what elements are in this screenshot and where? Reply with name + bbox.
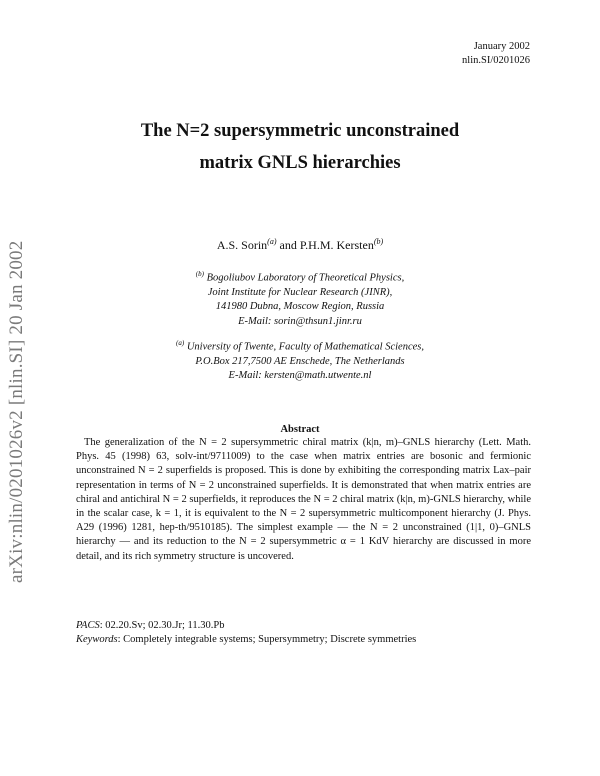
keywords-label: Keywords <box>76 634 118 645</box>
preprint-date: January 2002 <box>473 41 530 52</box>
affiliation-email: E-Mail: sorin@thsun1.jinr.ru <box>238 315 362 327</box>
affiliation-twente <box>0 336 600 384</box>
affiliation-mark: (a) <box>176 339 185 347</box>
affiliation-line: 141980 Dubna, Moscow Region, Russia <box>215 301 385 313</box>
author-list <box>0 237 600 253</box>
affiliation-jinr <box>0 267 600 329</box>
affiliation-line: P.O.Box 217,7500 AE Enschede, The Netherlands <box>195 355 405 367</box>
keywords <box>76 634 416 645</box>
author-sorin-mark: (a) <box>267 237 277 246</box>
affiliation-email: E-Mail: kersten@math.utwente.nl <box>228 370 372 382</box>
keywords-value: : Completely integrable systems; Supersymmetry; Discrete symmetries <box>117 634 417 645</box>
pacs-codes <box>76 620 224 631</box>
affiliation-mark: (b) <box>195 270 204 278</box>
author-kersten-mark: (b) <box>373 237 384 246</box>
preprint-number: nlin.SI/0201026 <box>462 55 530 66</box>
author-conjunction: and <box>276 238 300 252</box>
affiliation-line: $^{(b)}$ Bogoliubov Laboratory of Theoretical Physics, <box>195 270 405 284</box>
pacs-label: PACS <box>76 620 100 631</box>
abstract-heading: Abstract <box>280 424 320 435</box>
pacs-value: : 02.20.Sv; 02.30.Jr; 11.30.Pb <box>99 620 225 631</box>
author-kersten: P.H.M. Kersten <box>299 238 374 252</box>
arxiv-identifier: arXiv:nlin/0201026v2 [nlin.SI] 20 Jan 2002 <box>6 240 27 583</box>
paper-title-line-2: matrix GNLS hierarchies <box>199 153 401 173</box>
author-sorin: A.S. Sorin <box>216 238 268 252</box>
affiliation-line: Joint Institute for Nuclear Research (JINR), <box>207 286 393 298</box>
abstract-body: The generalization of the N = 2 supersymmetric chiral matrix (k|n, m)–GNLS hierarchy (Lett. Math. Phys. 45 (1998) 63, solv-int/9711009) to the case when matrix entries are bosonic and fermionic unconstrained N = 2 superfields is proposed. This is done by exhibiting the corresponding matrix Lax–pair representation in terms of N = 2 unconstrained superfields. It is demonstrated that when matrix entries are chiral and antichiral N = 2 superfields, it reproduces the N = 2 chiral matrix (k|n, m)-GNLS hierarchy, while in the scalar case, k = 1, it is equivalent to the N = 2 supersymmetric multicomponent hierarchy (J. Phys. A29 (1996) 1281, hep-th/9510185). The simplest example — the N = 2 unconstrained (1|1, 0)–GNLS hierarchy — and its reduction to the N = 2 supersymmetric α = 1 KdV hierarchy are discussed in more detail, and its rich symmetry structure is uncovered. <box>76 437 531 562</box>
affiliation-line: $^{(a)}$ University of Twente, Faculty of Mathematical Sciences, <box>176 339 424 353</box>
paper-title-line-1: The N=2 supersymmetric unconstrained <box>140 121 460 141</box>
